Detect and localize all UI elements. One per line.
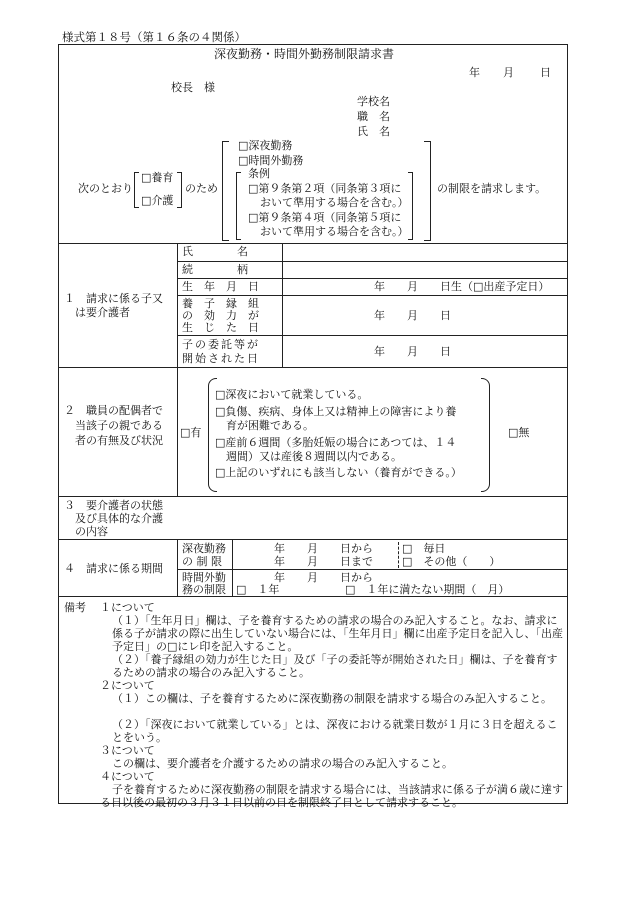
- care-family-checkbox[interactable]: □介護: [141, 194, 174, 207]
- section3-label: の内容: [75, 525, 108, 538]
- notes-heading: ４について: [100, 770, 155, 783]
- bracket: [177, 172, 182, 208]
- adoption-value: 年 月 日: [374, 309, 451, 322]
- condition-birth-checkbox[interactable]: □産前６週間（多胎妊娠の場合にあつては、１４: [215, 436, 457, 449]
- entrust-value: 年 月 日: [374, 345, 451, 358]
- divider: [58, 243, 567, 244]
- adoption-label: 養 子 縁 組: [182, 297, 259, 310]
- bracket: [481, 378, 490, 492]
- article4-checkbox[interactable]: □第９条第４項（同条第５項に: [248, 211, 402, 224]
- every-day-checkbox[interactable]: □ 毎日: [402, 542, 446, 555]
- note-text: （２）「養子縁組の効力が生じた日」及び「子の委託等が開始された日」欄は、子を養育するための請求の場合のみ記入すること。: [112, 653, 558, 679]
- divider: [177, 539, 178, 596]
- night-limit-label: の 制 限: [182, 555, 222, 568]
- divider: [177, 295, 567, 296]
- divider: [177, 261, 567, 262]
- entrust-label: 子の委託等が: [182, 338, 260, 351]
- divider: [177, 367, 178, 496]
- article2-checkbox[interactable]: □第９条第２項（同条第３項に: [248, 182, 402, 195]
- condition-birth-text: 週間）又は産後８週間以内である。: [226, 450, 402, 463]
- note-text: （１）この欄は、子を養育するために深夜勤務の制限を請求する場合のみ記入すること。: [112, 692, 552, 705]
- notes-heading: ３について: [100, 744, 155, 757]
- overtime-limit-label: 務の制限: [182, 583, 226, 596]
- section2-label: ２ 職員の配偶者で: [64, 404, 163, 417]
- birth-value: 年 月 日生（□出産予定日）: [374, 280, 550, 293]
- bracket: [408, 172, 413, 240]
- article2-note: おいて準用する場合を含む。）: [260, 196, 409, 209]
- divider: [177, 278, 567, 279]
- section4-label: ４ 請求に係る期間: [64, 562, 163, 575]
- entrust-label: 開始された日: [182, 352, 260, 365]
- section1-label: １ 請求に係る子又: [64, 292, 163, 305]
- spouse-no-checkbox[interactable]: □無: [508, 426, 530, 439]
- notes-heading: １について: [100, 601, 155, 614]
- condition-illness-text: 育が困難である。: [226, 419, 314, 432]
- care-child-checkbox[interactable]: □養育: [141, 171, 174, 184]
- child-name-label: 氏 名: [182, 245, 248, 258]
- less-than-year-checkbox[interactable]: □ １年に満たない期間（ 月）: [345, 583, 510, 596]
- note-text: 子を養育するために深夜勤務の制限を請求する場合には、当該請求に係る子が満６歳に達する日以後の最初の３月３１日以前の日を制限終了日として請求すること。: [100, 783, 563, 809]
- spouse-yes-checkbox[interactable]: □有: [180, 426, 202, 439]
- night-limit-label: 深夜勤務: [182, 542, 226, 555]
- notes-label: 備考: [64, 601, 86, 614]
- request-for: のため: [185, 182, 218, 195]
- section2-label: 当該子の親である: [75, 419, 163, 432]
- form-number: 様式第１８号（第１６条の４関係）: [62, 30, 246, 44]
- other-checkbox[interactable]: □ その他（ ）: [402, 555, 501, 568]
- condition-illness-checkbox[interactable]: □負傷、疾病、身体上又は精神上の障害により養: [215, 405, 457, 418]
- night-to: 年 月 日まで: [274, 555, 373, 568]
- overtime-checkbox[interactable]: □時間外勤務: [238, 154, 304, 167]
- bracket: [236, 172, 241, 240]
- sender-school: 学校名: [357, 95, 390, 108]
- divider: [177, 569, 567, 570]
- birth-label: 生 年 月 日: [182, 280, 259, 293]
- request-suffix: の制限を請求します。: [437, 182, 547, 195]
- note-text: （１）「生年月日」欄は、子を養育するための請求の場合のみ記入すること。なお、請求に係る子が請求の際に出生していない場合には、「生年月日」欄に出産予定日を記入し、「出産予定日」の□にレ印を記入すること。: [112, 614, 563, 653]
- sender-name: 氏 名: [357, 125, 390, 138]
- relation-label: 続 柄: [182, 263, 248, 276]
- notes-heading: ２について: [100, 679, 155, 692]
- condition-none-checkbox[interactable]: □上記のいずれにも該当しない（養育ができる。）: [215, 466, 462, 479]
- divider: [232, 539, 233, 596]
- ordinance-label: 条例: [248, 167, 270, 180]
- article4-note: おいて準用する場合を含む。）: [260, 225, 409, 238]
- bracket: [134, 172, 139, 208]
- note-text: この欄は、要介護者を介護するための請求の場合のみ記入すること。: [112, 757, 453, 770]
- divider: [58, 596, 567, 597]
- bracket: [424, 141, 431, 241]
- overtime-from: 年 月 日から: [274, 571, 373, 584]
- date-month: 月: [503, 66, 514, 79]
- sender-position: 職 名: [357, 110, 390, 123]
- date-day: 日: [540, 66, 551, 79]
- section2-label: 者の有無及び状況: [75, 434, 163, 447]
- date-year: 年: [469, 66, 480, 79]
- divider: [398, 542, 399, 568]
- addressee: 校長 様: [171, 81, 215, 94]
- divider: [58, 367, 567, 368]
- bracket: [222, 141, 229, 241]
- divider: [58, 496, 567, 497]
- divider: [58, 539, 567, 540]
- note-text: （２）「深夜において就業している」とは、深夜における就業日数が１月に３日を超えることをいう。: [112, 718, 558, 744]
- night-from: 年 月 日から: [274, 542, 373, 555]
- request-prefix: 次のとおり: [78, 182, 133, 195]
- one-year-checkbox[interactable]: □ １年: [236, 583, 280, 596]
- condition-night-checkbox[interactable]: □深夜において就業している。: [215, 388, 369, 401]
- divider: [177, 335, 567, 336]
- adoption-label: 生 じ た 日: [182, 321, 259, 334]
- section3-label: 及び具体的な介護: [75, 512, 163, 525]
- section3-label: ３ 要介護者の状態: [64, 499, 163, 512]
- night-work-checkbox[interactable]: □深夜勤務: [238, 139, 293, 152]
- form-title: 深夜勤務・時間外勤務制限請求書: [214, 47, 395, 61]
- overtime-limit-label: 時間外勤: [182, 571, 226, 584]
- section1-label: は要介護者: [75, 306, 130, 319]
- adoption-label: の 効 力 が: [182, 309, 259, 322]
